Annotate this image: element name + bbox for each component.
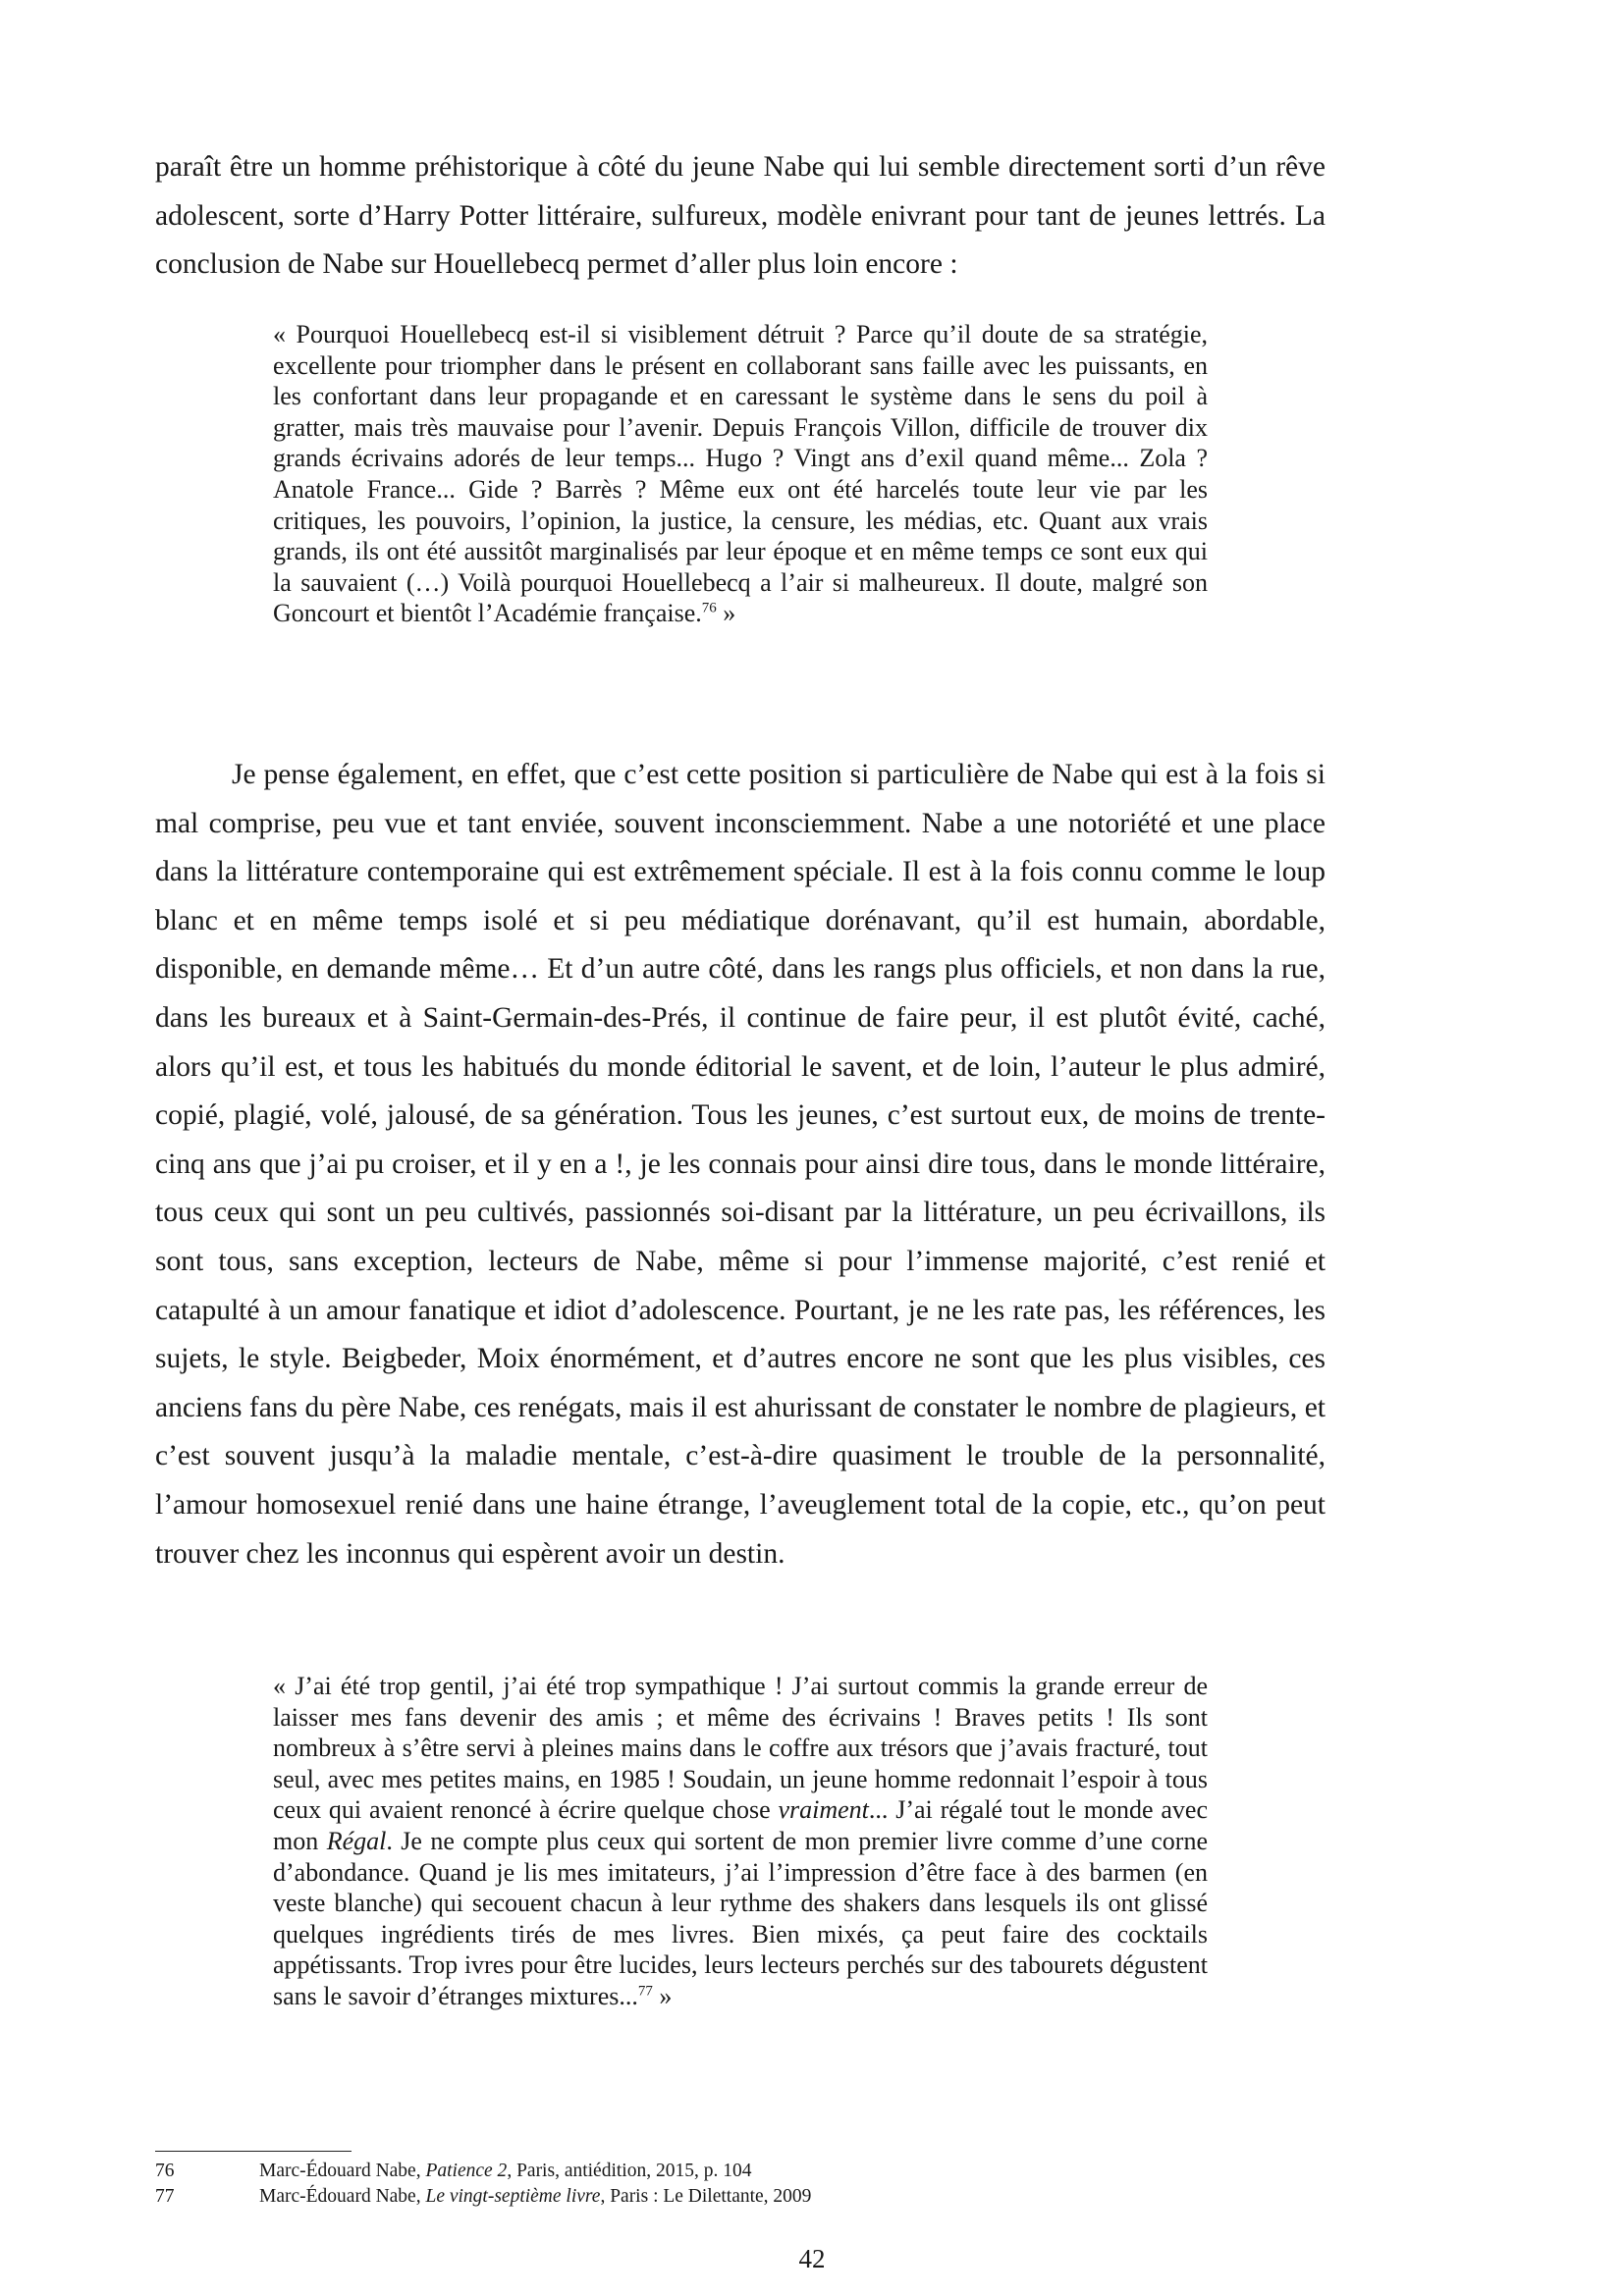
footnote-title: Le vingt-septième livre [425, 2186, 601, 2207]
footnote-number: 76 [155, 2161, 175, 2181]
quote-2-italic-vraiment: vraiment [778, 1795, 869, 1825]
footnote-ref-76[interactable]: 76 [701, 600, 717, 616]
page-number: 42 [798, 2244, 826, 2273]
quote-2-italic-regal: Régal [326, 1826, 387, 1855]
block-quote-1 [273, 319, 1208, 629]
footnote-text: Marc-Édouard Nabe, Patience 2, Paris, antiédition, 2015, p. 104 [259, 2161, 752, 2181]
body-paragraph-2: Je pense également, en effet, que c’est cette position si particulière de Nabe qui est à la fois si mal comprise, peu vue et tant enviée, souvent inconsciemment. Nabe a une notoriété et une place dans la littérature contemporaine qui est extrêmement spéciale. Il est à la fois connu comme le loup blanc et en même temps isolé et si peu médiatique dorénavant, qu’il est humain, abordable, disponible, en demande même… Et d’un autre côté, dans les rangs plus officiels, et non dans la rue, dans les bureaux et à Saint-Germain-des-Prés, il continue de faire peur, il est plutôt évité, caché, alors qu’il est, et tous les habitués du monde éditorial le savent, et de loin, l’auteur le plus admiré, copié, plagié, volé, jalousé, de sa génération. Tous les jeunes, c’est surtout eux, de moins de trente-cinq ans que j’ai pu croiser, et il y en a !, je les connais pour ainsi dire tous, dans le monde littéraire, tous ceux qui sont un peu cultivés, passionnés soi-disant par la littérature, un peu écrivaillons, ils sont tous, sans exception, lecteurs de Nabe, même si pour l’immense majorité, c’est renié et catapulté à un amour fanatique et idiot d’adolescence. Pourtant, je ne les rate pas, les références, les sujets, le style. Beigbeder, Moix énormément, et d’autres encore ne sont que les plus visibles, ces anciens fans du père Nabe, ces renégats, mais il est ahurissant de constater le nombre de plagieurs, et c’est souvent jusqu’à la maladie mentale, c’est-à-dire quasiment le trouble de la personnalité, l’amour homosexuel renié dans une haine étrange, l’aveuglement total de la copie, etc., qu’on peut trouver chez les inconnus qui espèrent avoir un destin. [155, 759, 1326, 1570]
footnote-76 [155, 2159, 1137, 2184]
quote-1-text: « Pourquoi Houellebecq est-il si visiblement détruit ? Parce qu’il doute de sa stratégie, excellente pour triompher dans le présent en collaborant sans faille avec les puissants, en les confortant dans leur propagande et en caressant le système dans le sens du poil à gratter, mais très mauvaise pour l’avenir. Depuis François Villon, difficile de trouver dix grands écrivains adorés de leur temps... Hugo ? Vingt ans d’exil quand même... Zola ? Anatole France... Gide ? Barrès ? Même eux ont été harcelés toute leur vie par les critiques, les pouvoirs, l’opinion, la justice, la censure, les médias, etc. Quant aux vrais grands, ils ont été aussitôt marginalisés par leur époque et en même temps ce sont eux qui la sauvaient (…) Voilà pourquoi Houellebecq a l’air si malheureux. Il doute, malgré son Goncourt et bientôt l’Académie française. [273, 320, 1208, 628]
footnote-separator [155, 2151, 352, 2152]
block-quote-2 [273, 1671, 1208, 2012]
footnote-ref-77[interactable]: 77 [637, 1983, 653, 2000]
quote-1-close: » [716, 599, 736, 628]
quote-2-close: » [652, 1981, 673, 2010]
quote-2-part-2: ... J’ai régalé tout le monde avec mon [273, 1795, 1208, 1855]
footnote-text: Marc-Édouard Nabe, Le vingt-septième livre, Paris : Le Dilettante, 2009 [259, 2186, 812, 2207]
footnote-number: 77 [155, 2186, 175, 2207]
quote-2-part-1: « J’ai été trop gentil, j’ai été trop sympathique ! J’ai surtout commis la grande erreur de laisser mes fans devenir des amis ; et même des écrivains ! Braves petits ! Ils sont nombreux à s’être servi à pleines mains dans le coffre aux trésors que j’avais fracturé, tout seul, avec mes petites mains, en 1985 ! Soudain, un jeune homme redonnait l’espoir à tous ceux qui avaient renoncé à écrire quelque chose [273, 1672, 1208, 1825]
footnote-77 [155, 2184, 1137, 2210]
footnote-title: Patience 2 [425, 2161, 508, 2181]
body-paragraph-1: paraît être un homme préhistorique à côté du jeune Nabe qui lui semble directement sorti d’un rêve adolescent, sorte d’Harry Potter littéraire, sulfureux, modèle enivrant pour tant de jeunes lettrés. La conclusion de Nabe sur Houellebecq permet d’aller plus loin encore : [155, 151, 1326, 281]
quote-2-part-3: . Je ne compte plus ceux qui sortent de mon premier livre comme d’une corne d’abondance. Quand je lis mes imitateurs, j’ai l’impression d’être face à des barmen (en veste blanche) qui secouent chacun à leur rythme des shakers dans lesquels ils ont glissé quelques ingrédients tirés de mes livres. Bien mixés, ça peut faire des cocktails appétissants. Trop ivres pour être lucides, leurs lecteurs perchés sur des tabourets dégustent sans le savoir d’étranges mixtures... [273, 1826, 1208, 2010]
